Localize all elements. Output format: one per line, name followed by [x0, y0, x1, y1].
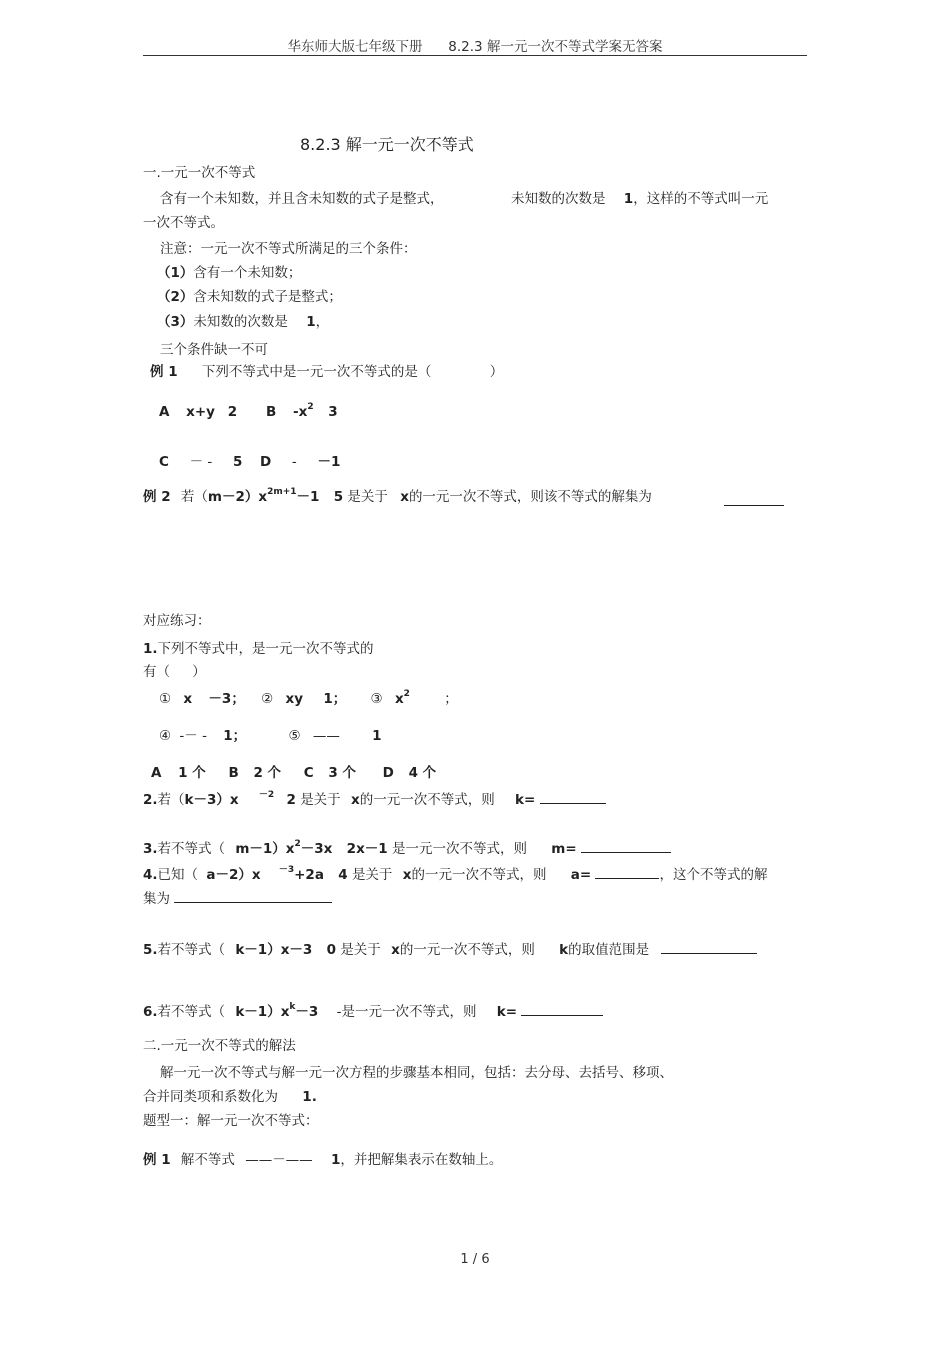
practice1-option3-expr: x — [394, 691, 404, 707]
example1-label: 例 1 — [150, 364, 178, 380]
practice1-option2-expr: xy — [285, 691, 304, 707]
option-b-exponent: 2 — [307, 402, 314, 412]
condition-2-text: 含未知数的式子是整式； — [193, 289, 342, 305]
practice4-text-a: 已知（ — [157, 867, 199, 883]
definition-line1b — [511, 190, 768, 208]
practice2-answer-blank[interactable] — [540, 789, 606, 804]
practice6-text-a: 若不等式（ — [157, 1004, 226, 1020]
example1-option-a — [159, 403, 237, 421]
practice3-number: 3. — [143, 841, 158, 857]
header-divider — [143, 55, 807, 56]
practice2-number: 2. — [143, 792, 158, 808]
practice4-term: +2a — [294, 867, 324, 883]
practice4-answer-blank-set[interactable] — [174, 888, 332, 903]
practice1-option1-value: －3； — [208, 691, 245, 707]
example1-option-b — [266, 403, 338, 423]
practice4-question-line2 — [143, 888, 332, 908]
practice1-question — [143, 640, 374, 658]
section2-heading: 二.一元一次不等式的解法 — [143, 1038, 296, 1054]
option-b-value: 3 — [328, 404, 338, 420]
example1-text: 下列不等式中是一元一次不等式的是（ — [201, 364, 432, 380]
practice4-variable: x — [402, 867, 412, 883]
condition-2 — [157, 288, 342, 306]
section2-example1 — [143, 1151, 502, 1169]
practice4-answer-blank-a[interactable] — [595, 864, 659, 879]
answer-c-letter: C — [303, 765, 314, 781]
practice4-text-j: 集为 — [143, 891, 170, 907]
practice1-text-b: 有（ — [143, 664, 170, 680]
option-c-expr: － - — [189, 454, 213, 470]
option-b-expr: -x — [293, 404, 308, 420]
practice1-option4-marker: ④ — [159, 728, 172, 744]
condition-summary: 三个条件缺一不可 — [160, 342, 268, 358]
practice5-value: 0 — [326, 942, 337, 958]
practice3-exponent: 2 — [294, 839, 301, 849]
practice1-option4-expr: -－ - — [179, 728, 207, 744]
practice3-rhs: 2x－1 — [346, 841, 388, 857]
practice6-dash: - — [336, 1004, 342, 1020]
note-line: 注意：一元一次不等式所满足的三个条件： — [160, 241, 417, 257]
header-right: 8.2.3 解一元一次不等式学案无答案 — [448, 39, 663, 55]
practice6-question — [143, 1001, 603, 1023]
practice3-answer-blank[interactable] — [581, 838, 671, 853]
condition-2-number: （2） — [157, 289, 194, 305]
practice3-text-a: 若不等式（ — [157, 841, 226, 857]
example1-close-paren: ） — [489, 364, 504, 380]
practice4-text-g: 的一元一次不等式，则 — [411, 867, 547, 883]
answer-d-letter: D — [382, 765, 394, 781]
practice1-option4-value: 1； — [223, 728, 247, 744]
condition-3-value: 1 — [306, 314, 316, 330]
practice1-option2-value: 1； — [323, 691, 347, 707]
example2-text-a: 若（ — [180, 489, 208, 505]
practice6-term: －3 — [295, 1004, 319, 1020]
example2-expr: m－2）x — [207, 489, 268, 505]
section2-paragraph-line2 — [143, 1088, 317, 1106]
condition-3-text: 未知数的次数是 — [193, 314, 288, 330]
option-b-letter: B — [266, 404, 277, 420]
practice1-option5-value: 1 — [372, 728, 382, 744]
option-c-letter: C — [159, 454, 169, 470]
example1-option-c — [159, 453, 242, 471]
practice1-option2-marker: ② — [261, 691, 274, 707]
practice5-text-f: 的一元一次不等式，则 — [399, 942, 535, 958]
practice4-number: 4. — [143, 867, 158, 883]
practice1-options-row2 — [159, 727, 382, 745]
practice-heading: 对应练习： — [143, 613, 211, 629]
practice2-exponent: －2 — [258, 790, 275, 800]
option-a-letter: A — [159, 404, 170, 420]
practice2-text-a: 若（ — [157, 792, 185, 808]
practice4-a-label: a= — [570, 867, 592, 883]
section2-example1-label: 例 1 — [143, 1152, 171, 1168]
practice5-text-h: 的取值范围是 — [568, 942, 650, 958]
example2-variable: x — [400, 489, 409, 505]
practice1-text: 下列不等式中，是一元一次不等式的 — [157, 641, 374, 657]
practice1-option5-marker: ⑤ — [288, 728, 301, 744]
practice5-variable: x — [391, 942, 400, 958]
practice5-answer-blank[interactable] — [661, 939, 757, 954]
option-d-expr: - — [291, 454, 297, 470]
section1-heading: 一.一元一次不等式 — [143, 165, 256, 181]
answer-a-letter: A — [151, 765, 162, 781]
definition-text-a: 含有一个未知数，并且含未知数的式子是整式， — [160, 191, 444, 207]
practice1-close-paren: ） — [192, 664, 206, 680]
condition-3-number: （3） — [157, 314, 194, 330]
example2-text-g: 的一元一次不等式，则该不等式的解集为 — [408, 489, 652, 505]
definition-text-d: ，这样的不等式叫一元 — [633, 191, 769, 207]
example2-answer-blank[interactable] — [724, 505, 784, 506]
option-d-value: －1 — [317, 454, 341, 470]
practice4-exponent: －3 — [278, 865, 295, 875]
practice3-term: －3x — [300, 841, 333, 857]
practice5-text-a: 若不等式（ — [157, 942, 226, 958]
answer-d-text: 4 个 — [408, 765, 437, 781]
section2-text-b: 1. — [302, 1089, 317, 1105]
answer-a-text: 1 个 — [178, 765, 206, 781]
example1-question — [150, 363, 503, 381]
practice6-answer-blank[interactable] — [521, 1001, 603, 1016]
practice3-question — [143, 838, 671, 860]
practice1-question-line2 — [143, 663, 206, 681]
section2-example1-value: 1 — [330, 1152, 341, 1168]
practice6-expr: k－1）x — [235, 1004, 290, 1020]
option-a-expr: x+y — [186, 404, 215, 420]
page-number: 1 / 6 — [460, 1252, 490, 1267]
practice1-option3-marker: ③ — [370, 691, 383, 707]
condition-3-end: ， — [315, 314, 330, 330]
example2-question — [143, 488, 652, 508]
practice1-number: 1. — [143, 641, 158, 657]
practice5-number: 5. — [143, 942, 158, 958]
practice2-text-d: 是关于 — [300, 792, 341, 808]
section2-example1-text-d: ，并把解集表示在数轴上。 — [340, 1152, 503, 1168]
practice1-option1-marker: ① — [159, 691, 172, 707]
practice2-value: 2 — [286, 792, 296, 808]
practice4-text-i: ，这个不等式的解 — [659, 867, 768, 883]
condition-1-text: 含有一个未知数； — [193, 265, 302, 281]
practice1-option1-expr: x — [183, 691, 193, 707]
header-left: 华东师大版七年级下册 — [287, 39, 423, 55]
practice5-question — [143, 939, 757, 959]
practice2-expr: k－3）x — [184, 792, 239, 808]
practice5-k-label: k — [559, 942, 569, 958]
example2-exponent: 2m+1 — [267, 487, 297, 497]
definition-line1 — [160, 190, 444, 208]
example2-value: 5 — [333, 489, 344, 505]
practice4-text-e: 是关于 — [351, 867, 393, 883]
practice3-m-label: m= — [551, 841, 577, 857]
practice4-value: 4 — [338, 867, 348, 883]
practice4-expr: a－2）x — [206, 867, 261, 883]
condition-1-number: （1） — [157, 265, 194, 281]
answer-c-text: 3 个 — [328, 765, 356, 781]
option-d-letter: D — [260, 454, 272, 470]
practice4-question — [143, 864, 767, 886]
answer-b-text: 2 个 — [253, 765, 282, 781]
practice6-exponent: k — [289, 1002, 296, 1012]
practice1-option5-expr: —— — [312, 728, 340, 744]
practice1-options-row1 — [159, 690, 458, 710]
practice6-text-e: 是一元一次不等式，则 — [341, 1004, 477, 1020]
example2-text-e: 是关于 — [347, 489, 388, 505]
answer-b-letter: B — [228, 765, 239, 781]
practice3-text-e: 是一元一次不等式，则 — [391, 841, 527, 857]
option-c-value: 5 — [233, 454, 243, 470]
condition-1 — [157, 264, 301, 282]
definition-text-b: 未知数的次数是 — [511, 191, 606, 207]
practice2-text-f: 的一元一次不等式，则 — [359, 792, 495, 808]
definition-line2: 一次不等式。 — [143, 215, 224, 231]
practice5-text-d: 是关于 — [340, 942, 381, 958]
section2-example1-text-a: 解不等式 — [180, 1152, 235, 1168]
example2-minus-one: －1 — [296, 489, 320, 505]
practice3-expr: m－1）x — [235, 841, 295, 857]
practice1-option3-exponent: 2 — [403, 689, 410, 699]
practice5-expr: k－1）x－3 — [235, 942, 313, 958]
section2-paragraph-line1: 解一元一次不等式与解一元一次方程的步骤基本相同，包括：去分母、去括号、移项、 — [160, 1065, 673, 1081]
practice2-question — [143, 789, 606, 811]
section2-text-a: 合并同类项和系数化为 — [143, 1089, 278, 1105]
practice6-k-label: k= — [496, 1004, 518, 1020]
page-title: 8.2.3 解一元一次不等式 — [300, 135, 474, 154]
practice1-option3-end: ； — [444, 691, 458, 707]
condition-3 — [157, 313, 329, 331]
page-header — [0, 35, 950, 55]
practice1-answers — [151, 764, 436, 782]
practice6-number: 6. — [143, 1004, 158, 1020]
example2-label: 例 2 — [143, 489, 171, 505]
practice2-k-label: k= — [515, 792, 536, 808]
practice2-variable: x — [350, 792, 360, 808]
definition-degree: 1 — [623, 191, 634, 207]
example1-option-d — [260, 453, 340, 471]
type1-heading: 题型一：解一元一次不等式： — [143, 1113, 319, 1129]
option-a-value: 2 — [227, 404, 238, 420]
section2-example1-fraction: ——－—— — [245, 1152, 313, 1168]
